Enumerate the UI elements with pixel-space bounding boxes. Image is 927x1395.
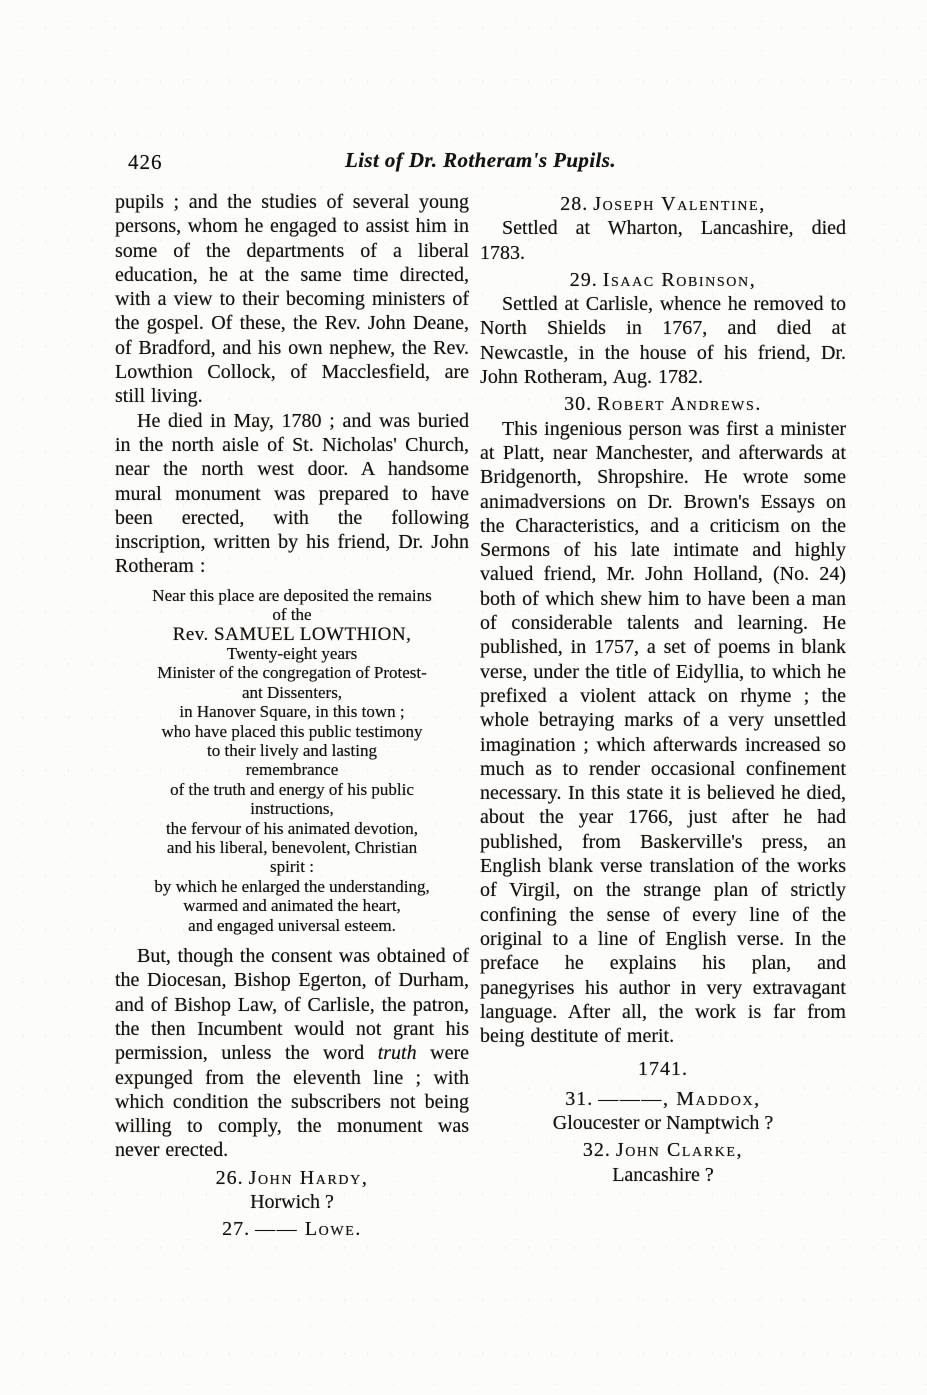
inscription-line: to their lively and lasting xyxy=(207,741,377,760)
pupil-entry-heading xyxy=(480,1087,846,1111)
entry-number: 28. xyxy=(560,193,589,215)
entry-number: 30. xyxy=(564,393,593,416)
inscription-line: Twenty-eight years xyxy=(226,643,358,663)
pupil-entry-heading xyxy=(115,1166,469,1190)
inscription-line: instructions, xyxy=(250,799,334,819)
pupil-name: ———, Maddox, xyxy=(598,1087,761,1110)
pupil-entry-30 xyxy=(480,392,846,416)
pupil-name: —— Lowe. xyxy=(255,1218,362,1241)
pupil-entry-27 xyxy=(115,1217,469,1241)
entry-number: 29. xyxy=(569,268,598,291)
entry-number: 27. xyxy=(222,1218,251,1241)
paragraph-andrews: This ingenious person was first a minister at Platt, near Manchester, and afterwards at Bridgenorth, Shropshire. He wrote some animadversions on Dr. Brown's Essays on the Characteristics, and a criticism on the Sermons of his late intimate and highly valued friend, Mr. John Holland, (No. 24) both of which shew him to have been a man of considerable talents and learning. He published, in 1757, a set of poems in blank verse, under the title of Eidyllia, to which he prefixed a violent attack on rhyme ; the whole betraying marks of a very unsettled imagination ; which afterwards increased so much as to render occasional confinement necessary. In this state it is believed he died, about the year 1766, just after he had published, from Baskerville's press, an English blank verse translation of the works of Virgil, on the strange plan of strictly confining the sense of every line of the original to a line of English verse. In the preface he explains his plan, and panegyrises his author in very extravagant language. After all, the work is far from being destitute of merit. xyxy=(480,417,846,1048)
inscription-line: warmed and animated the heart, xyxy=(183,896,401,916)
inscription-name-line: Rev. SAMUEL LOWTHION, xyxy=(172,623,412,645)
pupil-entry-32 xyxy=(480,1138,846,1187)
pupil-entry-heading xyxy=(480,268,846,292)
monument-inscription xyxy=(115,586,469,935)
running-title: List of Dr. Rotheram's Pupils. xyxy=(344,148,617,172)
left-column xyxy=(115,190,469,1242)
paragraph-death-burial: He died in May, 1780 ; and was buried in the north aisle of St. Nicholas' Church, near the north west door. A handsome mural monument was prepared to have been erected, with the following inscription, written by his friend, Dr. John Rotheram : xyxy=(115,409,470,578)
pupil-place: Lancashire ? xyxy=(612,1163,714,1186)
inscription-line: in Hanover Square, in this town ; xyxy=(179,702,405,722)
inscription-line: the fervour of his animated devotion, xyxy=(165,818,419,838)
page-number: 426 xyxy=(128,150,163,174)
year-heading: 1741. xyxy=(638,1058,689,1081)
inscription-line: by which he enlarged the understanding, xyxy=(154,876,430,896)
pupil-place: Gloucester or Namptwich ? xyxy=(552,1111,774,1134)
pupil-entry-heading xyxy=(480,192,846,216)
pupil-name: John Clarke, xyxy=(615,1139,744,1162)
right-column xyxy=(480,190,846,1187)
inscription-line: Minister of the congregation of Protest- xyxy=(157,663,427,683)
paragraph-robinson: Settled at Carlisle, whence he removed to North Shields in 1767, and died at Newcastle, in the house of his friend, Dr. John Rotheram, Aug. 1782. xyxy=(480,293,846,389)
consent-text-before: But, though the consent was obtained of the Diocesan, Bishop Egerton, of Durham, and of Bishop Law, of Carlisle, the patron, the then Incumbent would not grant his permission, unless the word xyxy=(115,945,470,1065)
pupil-entry-heading xyxy=(480,1138,846,1162)
entry-number: 31. xyxy=(565,1087,594,1110)
inscription-line: remembrance xyxy=(245,760,339,780)
inscription-line: of the xyxy=(272,605,312,625)
running-header xyxy=(115,148,846,184)
pupil-entry-heading xyxy=(480,392,846,416)
inscription-line: and engaged universal esteem. xyxy=(188,915,396,935)
pupil-place: Horwich ? xyxy=(250,1191,334,1214)
pupil-name: Robert Andrews. xyxy=(597,393,762,416)
paragraph-pupils-continuation: pupils ; and the studies of several young persons, whom he engaged to assist him in some of the departments of a liberal education, he at the same time directed, with a view to their becoming ministers of the gospel. Of these, the Rev. John Deane, of Bradford, and his own nephew, the Rev. Lowthion Collock, of Macclesfield, are still living. xyxy=(115,191,470,408)
entry-number: 26. xyxy=(215,1166,244,1189)
pupil-entry-26 xyxy=(115,1166,469,1215)
pupil-name: Joseph Valentine, xyxy=(593,193,766,215)
paragraph-valentine: Settled at Wharton, Lancashire, died 1783. xyxy=(480,217,846,264)
pupil-name: John Hardy, xyxy=(248,1166,369,1189)
two-column-body xyxy=(115,190,846,1242)
inscription-line: of the truth and energy of his public xyxy=(170,779,414,799)
consent-text-after: were expunged from the eleventh line ; with which condition the subscribers not being willing to comply, the monument was never erected. xyxy=(115,1042,470,1162)
pupil-entry-29 xyxy=(480,268,846,292)
pupil-name: Isaac Robinson, xyxy=(602,268,757,291)
inscription-line: spirit : xyxy=(270,857,314,877)
pupil-entry-28 xyxy=(480,192,846,216)
paragraph-monument-consent xyxy=(115,944,469,1163)
inscription-line: Near this place are deposited the remains xyxy=(152,585,432,605)
inscription-line: and his liberal, benevolent, Christian xyxy=(166,838,418,858)
entry-number: 32. xyxy=(582,1139,611,1162)
inscription-line: who have placed this public testimony xyxy=(161,721,423,741)
pupil-entry-31 xyxy=(480,1087,846,1136)
inscription-line: ant Dissenters, xyxy=(241,682,343,702)
word-truth-italic: truth xyxy=(377,1042,417,1065)
pupil-entry-heading xyxy=(115,1217,469,1241)
